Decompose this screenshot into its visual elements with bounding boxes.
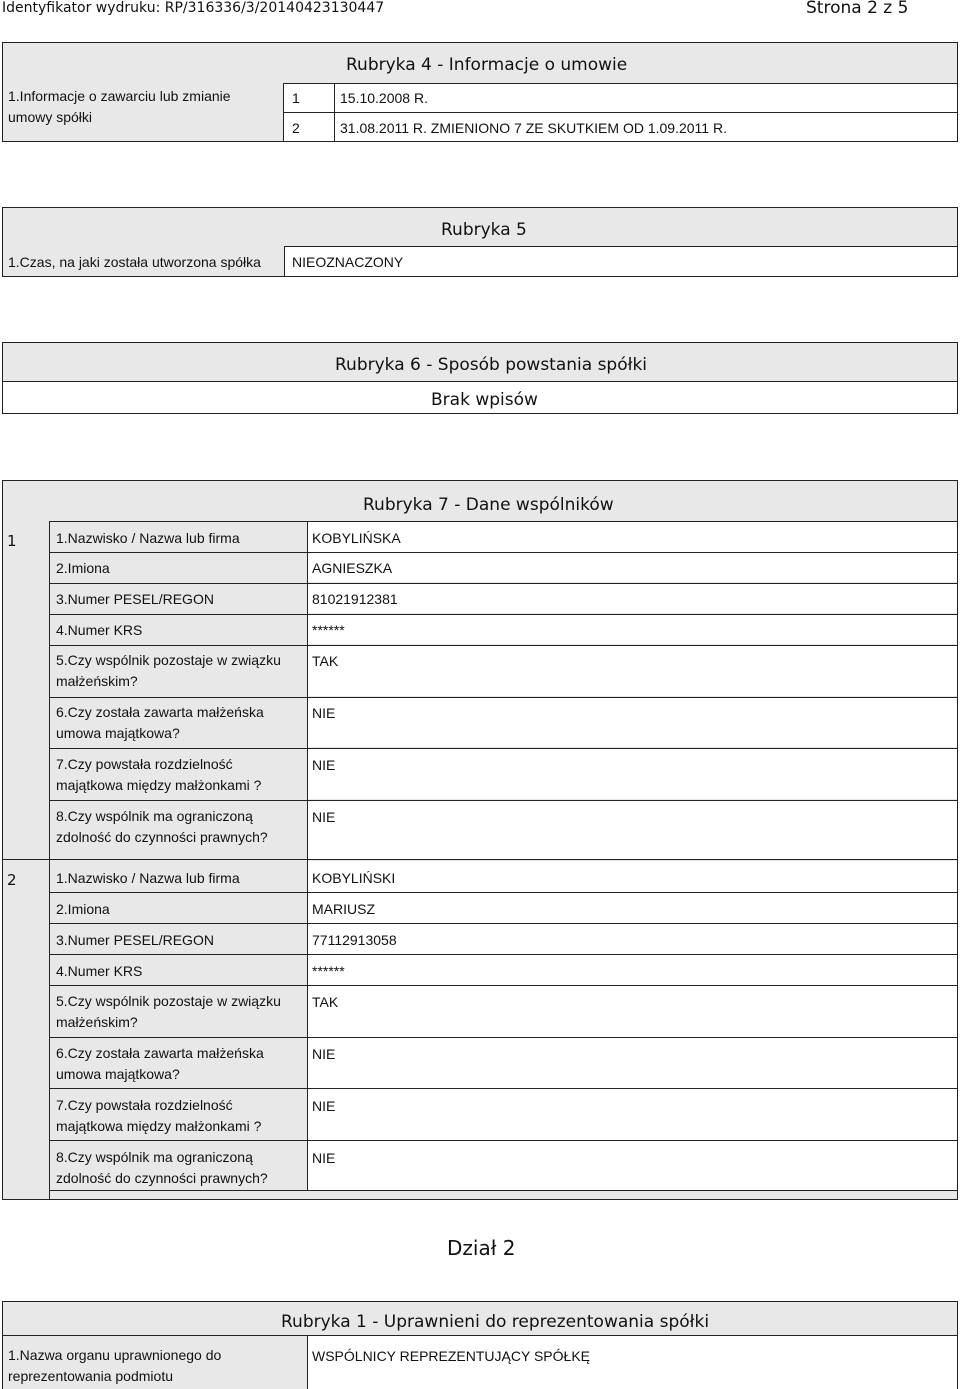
question-5-line2: małżeńskim? bbox=[56, 673, 138, 689]
question-5-line1: 5.Czy wspólnik pozostaje w związku bbox=[56, 652, 281, 668]
rubryka-4-label-line2: umowy spółki bbox=[8, 109, 93, 125]
question-7-value: NIE bbox=[312, 757, 336, 773]
page-number: Strona 2 z 5 bbox=[806, 0, 909, 18]
entry-text: 15.10.2008 R. bbox=[340, 90, 428, 106]
name-label: 1.Nazwisko / Nazwa lub firma bbox=[56, 870, 240, 886]
question-7-value: NIE bbox=[312, 1098, 336, 1114]
entry-text: 31.08.2011 R. ZMIENIONO 7 ZE SKUTKIEM OD 1.09.2011 R. bbox=[340, 120, 727, 136]
question-8-line1: 8.Czy wspólnik ma ograniczoną bbox=[56, 1149, 253, 1165]
question-5-value: TAK bbox=[312, 994, 339, 1010]
section-title: Dział 2 bbox=[447, 1236, 516, 1260]
rubryka-6-value: Brak wpisów bbox=[431, 390, 538, 410]
pesel-label: 3.Numer PESEL/REGON bbox=[56, 591, 214, 607]
pesel-value: 81021912381 bbox=[312, 591, 398, 607]
rubryka-7-title: Rubryka 7 - Dane wspólników bbox=[363, 495, 614, 515]
question-7-label bbox=[56, 754, 261, 796]
rubryka-4-label-line1: 1.Informacje o zawarciu lub zmianie bbox=[8, 88, 231, 104]
question-7-line1: 7.Czy powstała rozdzielność bbox=[56, 756, 233, 772]
name-value: KOBYLIŃSKA bbox=[312, 530, 401, 546]
name-value: KOBYLIŃSKI bbox=[312, 870, 396, 886]
question-8-label bbox=[56, 1147, 268, 1189]
first-name-value: AGNIESZKA bbox=[312, 560, 393, 576]
first-name-label: 2.Imiona bbox=[56, 560, 110, 576]
pesel-label: 3.Numer PESEL/REGON bbox=[56, 932, 214, 948]
question-6-label bbox=[56, 1043, 264, 1085]
question-6-line1: 6.Czy została zawarta małżeńska bbox=[56, 1045, 264, 1061]
question-6-line2: umowa majątkowa? bbox=[56, 1066, 180, 1082]
question-7-line1: 7.Czy powstała rozdzielność bbox=[56, 1097, 233, 1113]
rubryka-4-title: Rubryka 4 - Informacje o umowie bbox=[346, 55, 628, 75]
krs-label: 4.Numer KRS bbox=[56, 622, 143, 638]
question-5-value: TAK bbox=[312, 653, 339, 669]
name-label: 1.Nazwisko / Nazwa lub firma bbox=[56, 530, 240, 546]
question-8-value: NIE bbox=[312, 809, 336, 825]
question-6-value: NIE bbox=[312, 1046, 336, 1062]
question-8-line1: 8.Czy wspólnik ma ograniczoną bbox=[56, 808, 253, 824]
question-6-line1: 6.Czy została zawarta małżeńska bbox=[56, 704, 264, 720]
question-8-line2: zdolność do czynności prawnych? bbox=[56, 1170, 268, 1186]
entry-number: 2 bbox=[292, 120, 300, 136]
entry-number: 1 bbox=[292, 90, 300, 106]
krs-label: 4.Numer KRS bbox=[56, 963, 143, 979]
rubryka-5-label: 1.Czas, na jaki została utworzona spółka bbox=[8, 254, 261, 270]
representation-organ-label bbox=[8, 1345, 221, 1387]
question-6-label bbox=[56, 702, 264, 744]
krs-value: ****** bbox=[312, 963, 345, 979]
dzial-2-rubryka-1-title: Rubryka 1 - Uprawnieni do reprezentowania spółki bbox=[281, 1312, 710, 1332]
question-8-line2: zdolność do czynności prawnych? bbox=[56, 829, 268, 845]
question-5-label bbox=[56, 991, 281, 1033]
question-5-label bbox=[56, 650, 281, 692]
question-8-value: NIE bbox=[312, 1150, 336, 1166]
krs-value: ****** bbox=[312, 622, 345, 638]
partner-number: 1 bbox=[7, 532, 17, 550]
pesel-value: 77112913058 bbox=[312, 932, 397, 948]
representation-organ-value: WSPÓLNICY REPREZENTUJĄCY SPÓŁKĘ bbox=[312, 1348, 590, 1364]
question-6-value: NIE bbox=[312, 705, 336, 721]
representation-organ-label-line2: reprezentowania podmiotu bbox=[8, 1368, 173, 1384]
rubryka-6-title: Rubryka 6 - Sposób powstania spółki bbox=[335, 355, 648, 375]
print-identifier: Identyfikator wydruku: RP/316336/3/20140423130447 bbox=[2, 0, 385, 16]
first-name-value: MARIUSZ bbox=[312, 901, 375, 917]
rubryka-5-value: NIEOZNACZONY bbox=[292, 254, 404, 270]
rubryka-5-title: Rubryka 5 bbox=[441, 220, 527, 240]
question-7-line2: majątkowa między małżonkami ? bbox=[56, 777, 262, 793]
question-7-line2: majątkowa między małżonkami ? bbox=[56, 1118, 262, 1134]
rubryka-4-label bbox=[8, 86, 231, 128]
question-7-label bbox=[56, 1095, 261, 1137]
representation-organ-label-line1: 1.Nazwa organu uprawnionego do bbox=[8, 1347, 222, 1363]
partner-number: 2 bbox=[7, 871, 17, 889]
question-5-line1: 5.Czy wspólnik pozostaje w związku bbox=[56, 993, 281, 1009]
question-6-line2: umowa majątkowa? bbox=[56, 725, 180, 741]
first-name-label: 2.Imiona bbox=[56, 901, 110, 917]
question-8-label bbox=[56, 806, 268, 848]
question-5-line2: małżeńskim? bbox=[56, 1014, 138, 1030]
